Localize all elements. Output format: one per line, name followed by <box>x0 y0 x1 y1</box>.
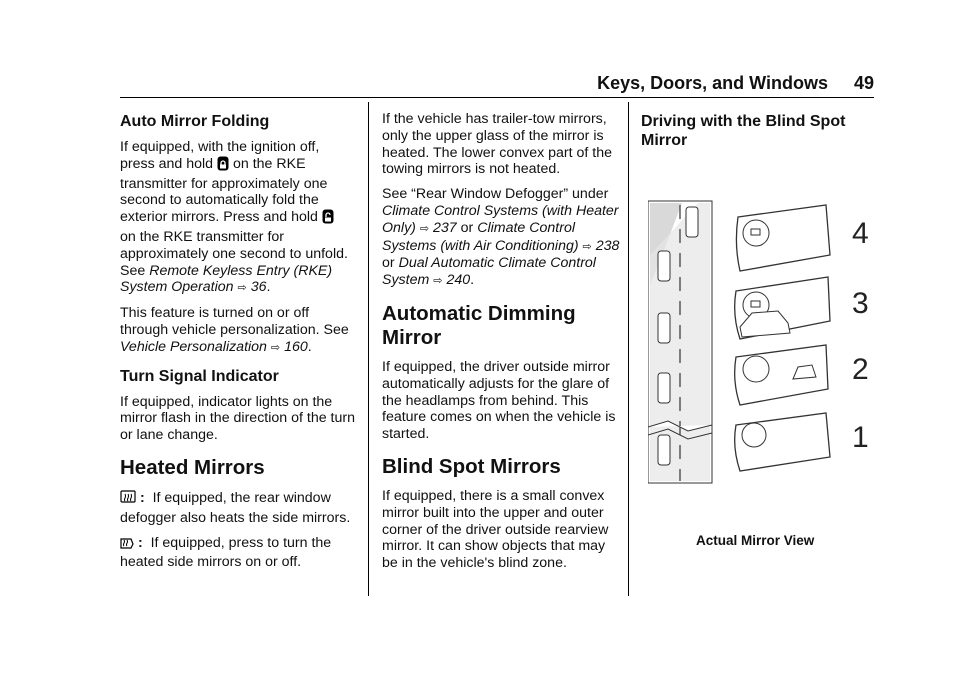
heated-mirror-icon <box>120 536 134 555</box>
text: This feature is turned on or off through vehicle personalization. See <box>120 305 349 338</box>
figure-caption: Actual Mirror View <box>696 533 815 548</box>
xref-page[interactable]: 36 <box>250 279 267 296</box>
text: transmitter for approximately one second to automatically fold the <box>120 175 328 209</box>
road-diagram <box>648 201 712 483</box>
page-arrow-icon: ⇨ <box>270 341 281 354</box>
colon: : <box>139 489 145 506</box>
xref-climate-ac[interactable]: Climate Control Systems (with Air Conditioning) <box>382 219 579 254</box>
rear-defog-icon <box>120 489 136 510</box>
text: exterior mirrors. Press and hold <box>120 209 318 226</box>
heated-paragraph-2 <box>120 535 360 572</box>
text: See “Rear Window Defogger” under <box>382 186 609 203</box>
column-3 <box>641 102 875 158</box>
text: If equipped, with the ignition off, <box>120 139 320 155</box>
heated-paragraph-1 <box>120 489 360 527</box>
blind-spot-figure <box>648 195 882 495</box>
xref-rke[interactable]: Remote Keyless Entry (RKE) System Operation <box>120 262 333 296</box>
blind-spot-paragraph: If equipped, there is a small convex mirror built into the upper and outer corner of the driver outside rearview mirror. It can show objects that may be in the vehicle's blind zone. <box>382 487 609 572</box>
text: on the RKE transmitter for approximately one second to unfold. See <box>120 228 348 279</box>
auto-fold-paragraph-2: This feature is turned on or off through vehicle personalization. See Vehicle Personalization ⇨ 160. <box>120 305 349 355</box>
text: If equipped, the rear window defogger also heats the side mirrors. <box>120 489 351 526</box>
header-rule <box>120 97 874 98</box>
colon: : <box>137 534 143 551</box>
heated-mirrors-heading: Heated Mirrors <box>120 455 265 479</box>
turn-signal-paragraph: If equipped, indicator lights on the mirror flash in the direction of the turn or lane change. <box>120 393 355 444</box>
text: or <box>460 219 474 236</box>
column-1 <box>120 102 360 579</box>
xref-climate-heater[interactable]: Climate Control Systems (with Heater Only) <box>382 202 619 236</box>
blind-spot-heading: Blind Spot Mirrors <box>382 454 561 478</box>
page-arrow-icon: ⇨ <box>433 275 443 288</box>
text: or <box>382 255 395 272</box>
mirror-views <box>735 205 830 471</box>
column-2 <box>382 102 622 580</box>
xref-personalization[interactable]: Vehicle Personalization <box>120 338 267 355</box>
page-header <box>597 73 874 94</box>
defogger-see-paragraph: See “Rear Window Defogger” under Climate Control Systems (with Heater Only) ⇨ 237 or Climate Control Systems (with Air Conditioning) ⇨ 238 or Dual Automatic Climate Control System ⇨ 240. <box>382 186 620 289</box>
page-arrow-icon: ⇨ <box>419 222 430 235</box>
lock-key-icon <box>217 156 229 176</box>
figure-number-4: 4 <box>852 217 869 250</box>
blind-spot-driving-heading: Driving with the Blind Spot Mirror <box>641 113 846 149</box>
column-divider <box>628 102 629 596</box>
automatic-dimming-heading: Automatic Dimming Mirror <box>382 301 576 349</box>
xref-page[interactable]: 237 <box>433 219 457 236</box>
xref-dual-climate[interactable]: Dual Automatic Climate Control System <box>382 255 596 289</box>
xref-page[interactable]: 160 <box>284 338 308 355</box>
page-arrow-icon: ⇨ <box>582 240 592 253</box>
figure-number-2: 2 <box>852 353 869 386</box>
text: If equipped, press to turn the heated side mirrors on or off. <box>120 534 332 571</box>
text: on the RKE <box>232 155 306 172</box>
text: press and hold <box>120 155 214 172</box>
page-arrow-icon: ⇨ <box>237 282 247 295</box>
xref-page[interactable]: 240 <box>446 272 471 289</box>
section-title: Keys, Doors, and Windows <box>597 73 828 93</box>
figure-number-1: 1 <box>852 421 869 454</box>
turn-signal-heading: Turn Signal Indicator <box>120 367 279 385</box>
figure-number-3: 3 <box>852 287 869 320</box>
dimming-paragraph: If equipped, the driver outside mirror automatically adjusts for the glare of the headlamps from behind. This feature comes on when the vehicle is started. <box>382 358 616 443</box>
auto-mirror-folding-heading: Auto Mirror Folding <box>120 113 270 130</box>
unlock-key-icon <box>322 209 334 229</box>
column-divider <box>368 102 369 596</box>
page-number: 49 <box>853 73 874 93</box>
xref-page[interactable]: 238 <box>595 237 620 254</box>
trailer-tow-paragraph: If the vehicle has trailer-tow mirrors, only the upper glass of the mirror is heated. The lower convex part of the towing mirrors is not heated. <box>382 111 613 178</box>
auto-fold-paragraph: If equipped, with the ignition off, press and hold on the RKE transmitter for approximately one second to automatically fold the exterior mirrors. Press and hold on the RKE transmitter for approximately one second to unfold. See Remote Keyless Entry (RKE) System Operation ⇨ 36. <box>120 139 348 296</box>
